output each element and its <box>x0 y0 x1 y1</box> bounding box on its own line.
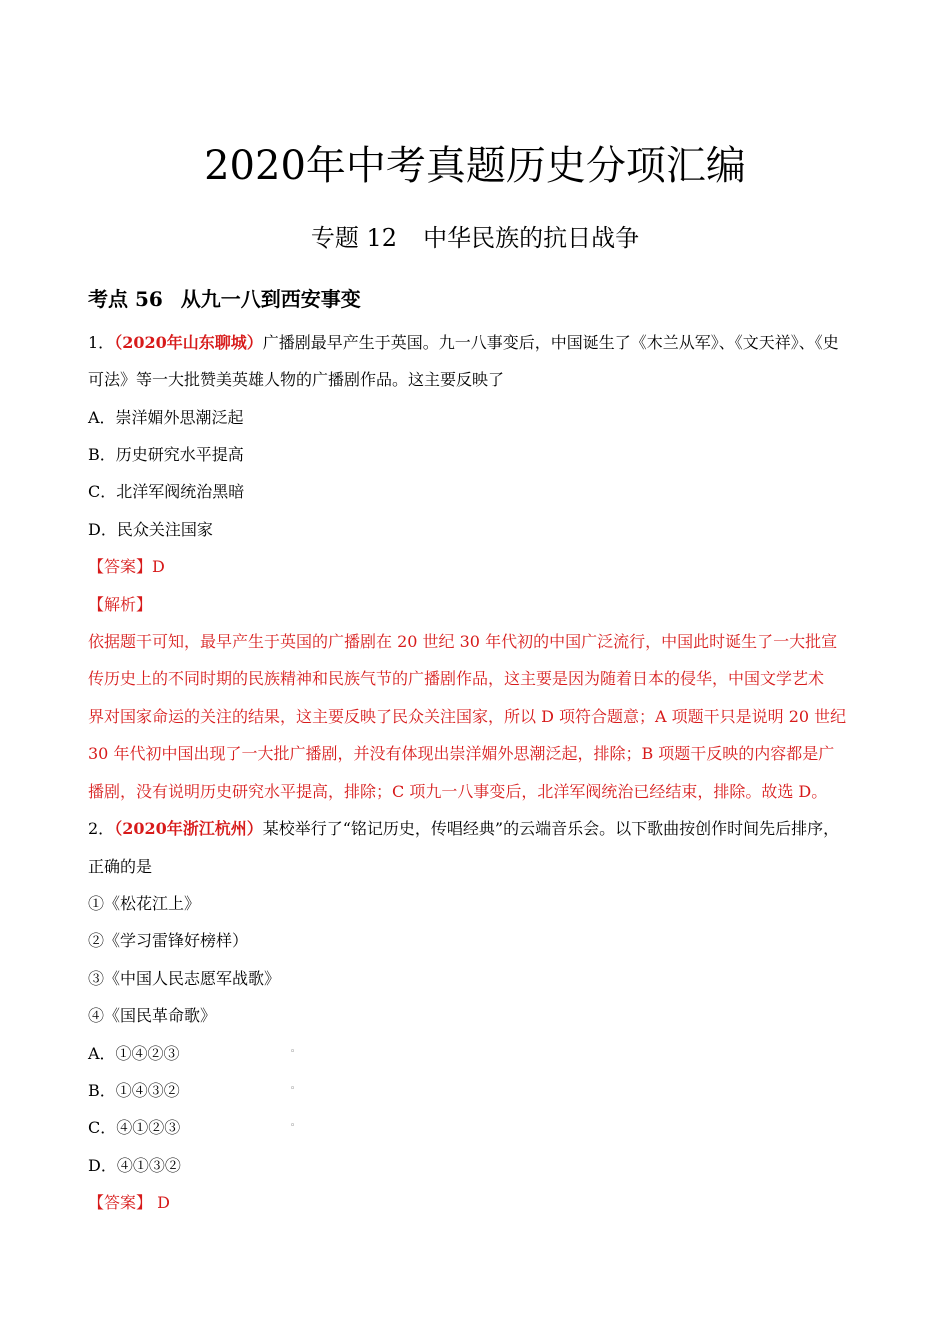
section-topic: 从九一八到西安事变 <box>180 287 361 311</box>
q1-answer-label: 【答案】 <box>88 557 153 576</box>
q2-item-2: ②《学习雷锋好榜样） <box>88 931 249 950</box>
q2-source: （2020年浙江杭州） <box>114 819 263 838</box>
q2-option-a-mark: ◦ <box>290 1047 296 1057</box>
q1-analysis-line-5: 播剧，没有说明历史研究水平提高，排除；C 项九一八事变后，北洋军阀统治已经结束，排除。故选 D。 <box>88 782 828 801</box>
q1-answer <box>88 555 878 579</box>
q1-stem-text-1: 广播剧最早产生于英国。九一八事变后，中国诞生了《木兰从军》、《文天祥》、《史 <box>262 333 839 352</box>
q1-option-a: A．崇洋媚外思潮泛起 <box>88 408 244 427</box>
q1-analysis-label: 【解析】 <box>88 595 153 614</box>
q2-option-b-mark: ◦ <box>290 1084 296 1094</box>
q2-item-1: ①《松花江上》 <box>88 894 201 913</box>
section-heading <box>88 284 361 314</box>
q1-analysis-line-4: 30 年代初中国出现了一大批广播剧，并没有体现出崇洋媚外思潮泛起，排除；B 项题干反映的内容都是广 <box>88 744 835 763</box>
q2-item-4: ④《国民革命歌》 <box>88 1006 217 1025</box>
chapter-topic: 中华民族的抗日战争 <box>423 224 640 252</box>
q1-source: （2020年山东聊城） <box>114 333 263 352</box>
chapter-number: 专题 12 <box>310 224 398 252</box>
section-number: 考点 56 <box>88 287 163 311</box>
document-title: 2020年中考真题历史分项汇编 <box>204 143 746 189</box>
q1-option-d: D．民众关注国家 <box>88 520 213 539</box>
q1-analysis-line-3: 界对国家命运的关注的结果，这主要反映了民众关注国家，所以 D 项符合题意；A 项题干只是说明 20 世纪 <box>88 707 847 726</box>
q2-option-c-mark: ◦ <box>290 1121 296 1131</box>
q2-stem-line-1 <box>88 817 878 841</box>
chapter-subtitle <box>0 222 950 254</box>
q1-option-c: C．北洋军阀统治黑暗 <box>88 482 245 501</box>
q2-item-3: ③《中国人民志愿军战歌》 <box>88 969 281 988</box>
q2-stem-line-2: 正确的是 <box>88 857 153 876</box>
q1-number: 1． <box>88 333 115 352</box>
q2-option-a: A．①④②③ <box>88 1044 180 1063</box>
q1-stem-line-1 <box>88 331 878 355</box>
q1-analysis-line-2: 传历史上的不同时期的民族精神和民族气节的广播剧作品，这主要是因为随着日本的侵华，中国文学艺术 <box>88 669 825 688</box>
q2-option-b: B．①④③② <box>88 1081 180 1100</box>
q2-answer-value: D <box>157 1193 170 1212</box>
q2-stem-text-1: 某校举行了“铭记历史，传唱经典”的云端音乐会。以下歌曲按创作时间先后排序， <box>262 819 840 838</box>
q1-answer-value: D <box>152 557 165 576</box>
q2-answer-label: 【答案】 <box>88 1193 153 1212</box>
q1-option-b: B．历史研究水平提高 <box>88 445 244 464</box>
q2-option-d: D．④①③② <box>88 1156 181 1175</box>
q2-answer <box>88 1191 878 1215</box>
q2-number: 2． <box>88 819 115 838</box>
q1-stem-line-2: 可法》等一大批赞美英雄人物的广播剧作品。这主要反映了 <box>88 370 505 389</box>
q1-analysis-line-1: 依据题干可知，最早产生于英国的广播剧在 20 世纪 30 年代初的中国广泛流行，中国此时诞生了一大批宣 <box>88 632 838 651</box>
q2-option-c: C．④①②③ <box>88 1118 181 1137</box>
